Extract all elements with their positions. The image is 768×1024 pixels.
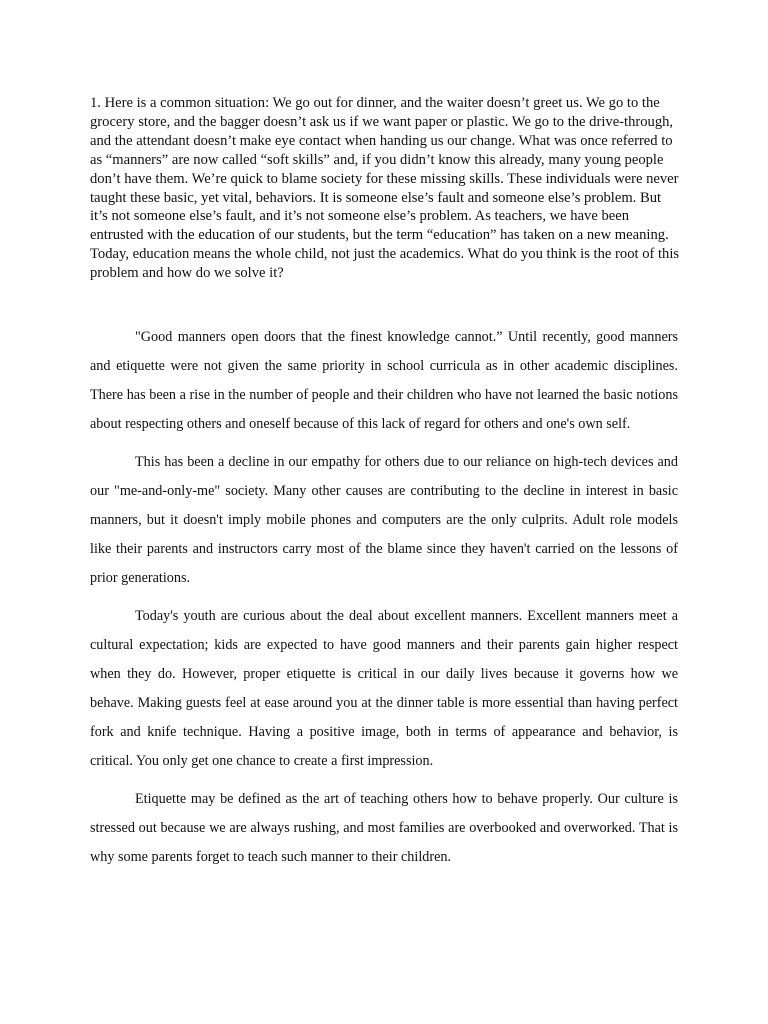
essay-paragraph-1: "Good manners open doors that the finest knowledge cannot.” Until recently, good manners and etiquette were not given the same priority in school curricula as in other academic disciplines. There has been a rise in the number of people and their children who have not learned the basic notions about respecting others and oneself because of this lack of regard for others and one's own self. bbox=[90, 329, 678, 432]
essay-paragraph-3: Today's youth are curious about the deal about excellent manners. Excellent manners meet a cultural expectation; kids are expected to have good manners and their parents gain higher respect when they do. However, proper etiquette is critical in our daily lives because it governs how we behave. Making guests feel at ease around you at the dinner table is more essential than having perfect fork and knife technique. Having a positive image, both in terms of appearance and behavior, is critical. You only get one chance to create a first impression. bbox=[90, 608, 678, 769]
question-prompt: 1. Here is a common situation: We go out for dinner, and the waiter doesn’t greet us. We go to the grocery store, and the bagger doesn’t ask us if we want paper or plastic. We go to the drive-through, and the attendant doesn’t make eye contact when handing us our change. What was once referred to as “manners” are now called “soft skills” and, if you didn’t know this already, many young people don’t have them. We’re quick to blame society for these missing skills. These individuals were never taught these basic, yet vital, behaviors. It is someone else’s fault and someone else’s problem. But it’s not someone else’s fault, and it’s not someone else’s problem. As teachers, we have been entrusted with the education of our students, but the term “education” has taken on a new meaning. Today, education means the whole child, not just the academics. What do you think is the root of this problem and how do we solve it? bbox=[90, 95, 680, 282]
essay-body bbox=[90, 323, 678, 872]
essay-paragraph-4: Etiquette may be defined as the art of teaching others how to behave properly. Our culture is stressed out because we are always rushing, and most families are overbooked and overworked. That is why some parents forget to teach such manner to their children. bbox=[90, 791, 678, 865]
essay-paragraph-2: This has been a decline in our empathy for others due to our reliance on high-tech devices and our "me-and-only-me" society. Many other causes are contributing to the decline in interest in basic manners, but it doesn't imply mobile phones and computers are the only culprits. Adult role models like their parents and instructors carry most of the blame since they haven't carried on the lessons of prior generations. bbox=[90, 454, 678, 586]
